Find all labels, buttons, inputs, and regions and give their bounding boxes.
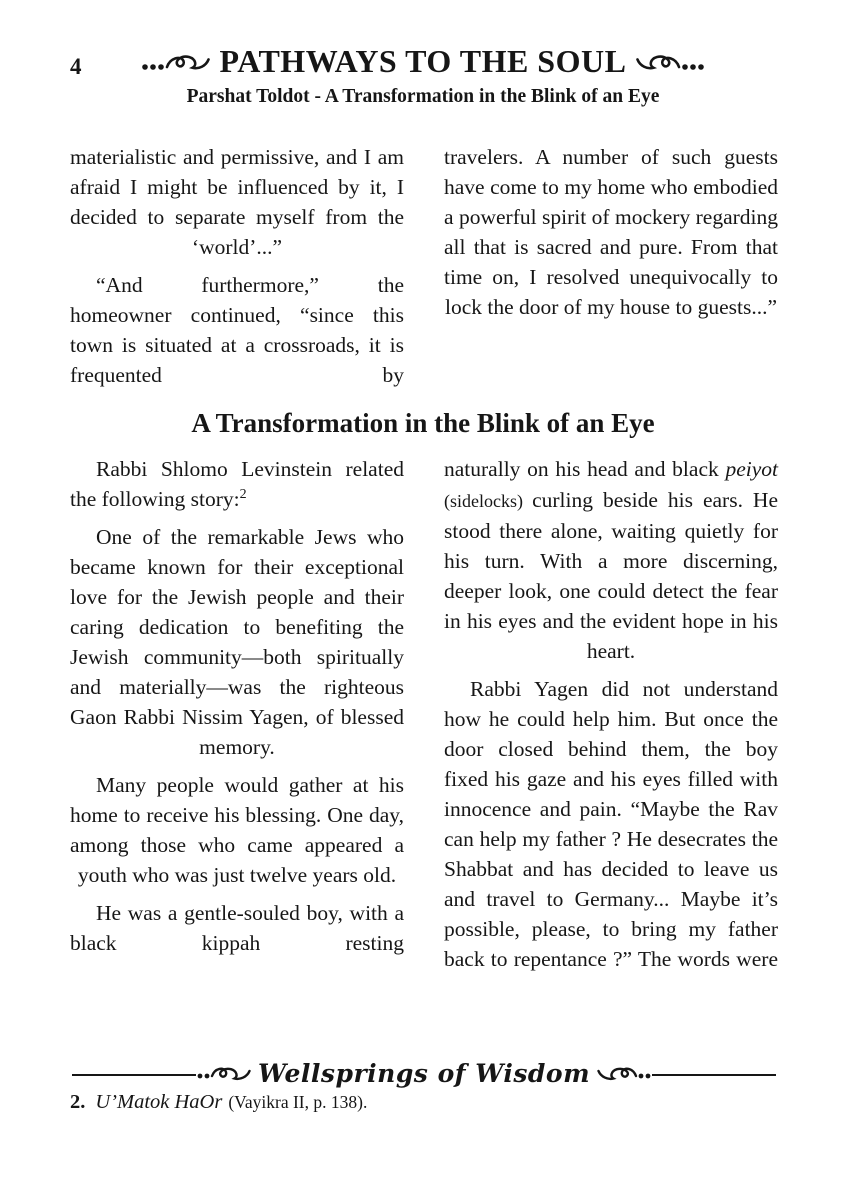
paragraph: He was a gentle-souled boy, with a black kippah resting <box>70 901 404 955</box>
divider-line <box>72 1074 196 1076</box>
main-text-block <box>70 454 778 974</box>
footnote-reference: 2 <box>239 486 247 502</box>
paragraph: Many people would gather at his home to receive his blessing. One day, among those who came appeared a youth who was just twelve years old. <box>70 773 404 887</box>
footnote-source: U’Matok HaOr <box>95 1091 223 1113</box>
text-column-right <box>444 454 778 974</box>
footnote <box>70 1091 367 1114</box>
book-title: PATHWAYS TO THE SOUL <box>219 43 627 79</box>
footer-banner <box>72 1060 776 1089</box>
paragraph-text: naturally on his head and black <box>444 457 726 481</box>
scroll-flourish-icon-left <box>140 49 214 75</box>
text-column-left <box>70 142 404 390</box>
footnote-detail: (Vayikra II, p. 138). <box>228 1092 368 1112</box>
chapter-subtitle: Parshat Toldot - A Transformation in the Blink of an Eye <box>186 86 660 108</box>
paragraph: “And furthermore,” the homeowner continued, “since this town is situated at a crossroads, it is frequented by <box>70 273 404 387</box>
section-heading: A Transformation in the Blink of an Eye <box>191 408 655 438</box>
paragraph <box>70 454 404 514</box>
paragraph <box>444 454 778 666</box>
banner-flourish-icon-left <box>196 1063 254 1087</box>
paragraph-text: Rabbi Shlomo Levinstein related the following story: <box>70 457 404 511</box>
banner-title: Wellsprings of Wisdom <box>257 1059 591 1088</box>
paragraph: Rabbi Yagen did not understand how he could help him. But once the door closed behind them, the boy fixed his gaze and his eyes filled with innocence and pain. “Maybe the Rav can help my father ? He desecrates the Shabbat and has decided to leave us and travel to Germany... Maybe it’s possible, please, to bring my father back to repentance ?” The words were <box>444 677 778 971</box>
paragraph-text: curling beside his ears. He stood there alone, waiting quietly for his turn. With a more discerning, deeper look, one could detect the fear in his eyes and the evident hope in his heart. <box>444 488 778 663</box>
banner-flourish-icon-right <box>594 1063 652 1087</box>
text-column-left <box>70 454 404 974</box>
page-number: 4 <box>70 54 82 79</box>
paragraph: One of the remarkable Jews who became known for their exceptional love for the Jewish people and their caring dedication to benefiting the Jewish community—both spiritually and materially—was the righteous Gaon Rabbi Nissim Yagen, of blessed memory. <box>70 525 404 759</box>
masthead <box>0 44 846 108</box>
italic-term: peiyot <box>725 457 778 481</box>
paragraph: travelers. A number of such guests have come to my home who embodied a powerful spirit of mockery regarding all that is sacred and pure. From that time on, I resolved unequivocally to lock the door of my house to guests...” <box>444 145 778 319</box>
footnote-number: 2. <box>70 1091 86 1113</box>
paragraph: materialistic and permissive, and I am afraid I might be influenced by it, I decided to separate myself from the ‘world’...” <box>70 145 404 259</box>
scroll-flourish-icon-right <box>632 49 706 75</box>
gloss-text: (sidelocks) <box>444 491 533 511</box>
text-column-right <box>444 142 778 390</box>
top-text-block <box>70 142 778 390</box>
divider-line <box>652 1074 776 1076</box>
